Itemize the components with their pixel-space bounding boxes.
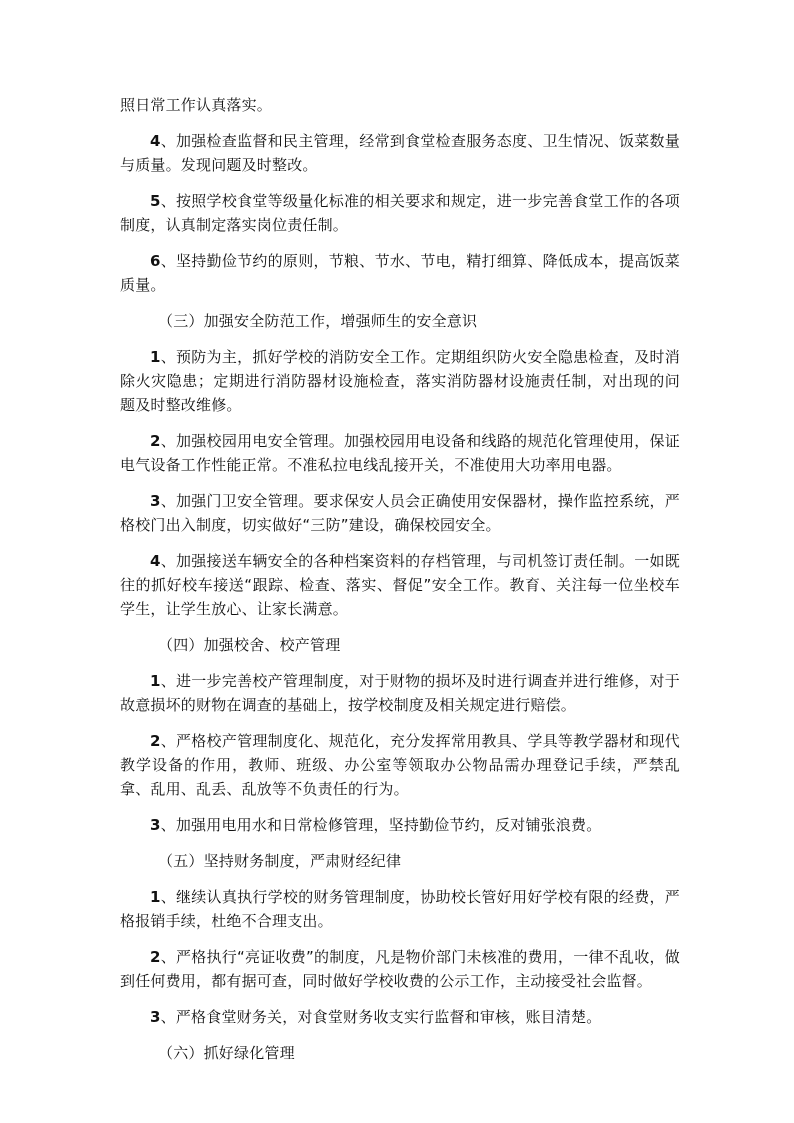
- item-number: 6: [150, 252, 161, 270]
- list-item: [120, 489, 680, 537]
- section-heading: （四）加强校舍、校产管理: [158, 636, 341, 654]
- item-number: 4: [150, 552, 161, 570]
- document-page: [120, 93, 680, 1077]
- item-text: 、严格校产管理制度化、规范化，充分发挥常用教具、学具等教学器材和现代教学设备的作用，教师、班级、办公室等领取办公物品需办理登记手续，严禁乱拿、乱用、乱丢、乱放等不负责任的行为。: [120, 732, 680, 798]
- item-text: 、加强门卫安全管理。要求保安人员会正确使用安保器材，操作监控系统，严格校门出入制度，切实做好“三防”建设，确保校园安全。: [120, 492, 680, 534]
- item-text: 、按照学校食堂等级量化标准的相关要求和规定，进一步完善食堂工作的各项制度，认真制定落实岗位责任制。: [120, 192, 680, 234]
- section-heading: （六）抓好绿化管理: [158, 1044, 295, 1062]
- section-heading: （三）加强安全防范工作，增强师生的安全意识: [158, 312, 478, 330]
- list-item: [120, 945, 680, 993]
- item-number: 3: [150, 816, 161, 834]
- item-number: 2: [150, 432, 161, 450]
- item-number: 1: [150, 672, 161, 690]
- list-item: [120, 249, 680, 297]
- list-item: [120, 1005, 680, 1029]
- list-item: [120, 345, 680, 417]
- list-item: [120, 669, 680, 717]
- item-number: 5: [150, 192, 161, 210]
- item-text: 、加强用电用水和日常检修管理，坚持勤俭节约，反对铺张浪费。: [160, 816, 602, 834]
- item-text: 、加强检查监督和民主管理，经常到食堂检查服务态度、卫生情况、饭菜数量与质量。发现问题及时整改。: [120, 132, 680, 174]
- list-item: [120, 729, 680, 801]
- section-heading: （五）坚持财务制度，严肃财经纪律: [158, 852, 402, 870]
- list-item: [120, 885, 680, 933]
- list-item: [120, 813, 680, 837]
- item-number: 1: [150, 348, 161, 366]
- item-text: 、继续认真执行学校的财务管理制度，协助校长管好用好学校有限的经费，严格报销手续，杜绝不合理支出。: [120, 888, 680, 930]
- paragraph-continuation: 照日常工作认真落实。: [120, 96, 273, 114]
- list-item: [120, 549, 680, 621]
- item-number: 2: [150, 948, 161, 966]
- list-item: [120, 189, 680, 237]
- item-text: 、严格执行“亮证收费”的制度，凡是物价部门未核准的费用，一律不乱收，做到任何费用，都有据可查，同时做好学校收费的公示工作，主动接受社会监督。: [120, 948, 680, 990]
- item-number: 3: [150, 1008, 161, 1026]
- item-number: 3: [150, 492, 161, 510]
- item-text: 、加强接送车辆安全的各种档案资料的存档管理，与司机签订责任制。一如既往的抓好校车接送“跟踪、检查、落实、督促”安全工作。教育、关注每一位坐校车学生，让学生放心、让家长满意。: [120, 552, 680, 618]
- item-text: 、进一步完善校产管理制度，对于财物的损坏及时进行调查并进行维修，对于故意损坏的财物在调查的基础上，按学校制度及相关规定进行赔偿。: [120, 672, 680, 714]
- item-text: 、加强校园用电安全管理。加强校园用电设备和线路的规范化管理使用，保证电气设备工作性能正常。不准私拉电线乱接开关，不准使用大功率用电器。: [120, 432, 680, 474]
- item-number: 1: [150, 888, 161, 906]
- item-text: 、坚持勤俭节约的原则，节粮、节水、节电，精打细算、降低成本，提高饭菜质量。: [120, 252, 680, 294]
- item-number: 2: [150, 732, 161, 750]
- list-item: [120, 129, 680, 177]
- item-text: 、严格食堂财务关，对食堂财务收支实行监督和审核，账目清楚。: [160, 1008, 602, 1026]
- item-text: 、预防为主，抓好学校的消防安全工作。定期组织防火安全隐患检查，及时消除火灾隐患；定期进行消防器材设施检查，落实消防器材设施责任制，对出现的问题及时整改维修。: [120, 348, 680, 414]
- item-number: 4: [150, 132, 161, 150]
- list-item: [120, 429, 680, 477]
